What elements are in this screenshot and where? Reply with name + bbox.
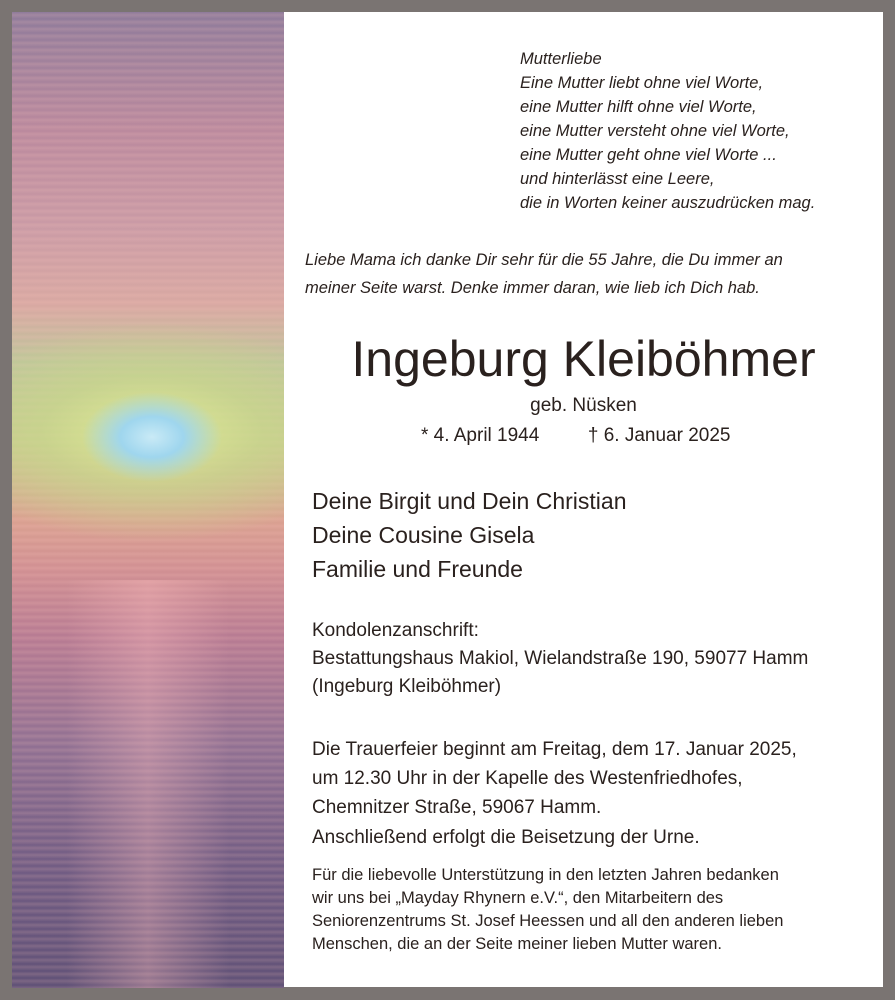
poem-line: Eine Mutter liebt ohne viel Worte, <box>520 74 764 92</box>
poem-line: eine Mutter geht ohne viel Worte ... <box>520 146 777 164</box>
condolence-address <box>312 617 808 701</box>
mourners <box>312 484 627 586</box>
funeral-line: Chemnitzer Straße, 59067 Hamm. <box>312 797 602 818</box>
mourner: Deine Birgit und Dein Christian <box>312 488 627 514</box>
thanks-text <box>312 864 783 956</box>
poem-line: eine Mutter hilft ohne viel Worte, <box>520 98 757 116</box>
poem-title: Mutterliebe <box>520 50 602 68</box>
poem-line: eine Mutter versteht ohne viel Worte, <box>520 122 790 140</box>
thanks-line: wir uns bei „Mayday Rhynern e.V.“, den Mitarbeitern des <box>312 889 724 907</box>
dedication-line: meiner Seite warst. Denke immer daran, wie lieb ich Dich hab. <box>305 279 760 297</box>
dedication-line: Liebe Mama ich danke Dir sehr für die 55 Jahre, die Du immer an <box>305 251 783 269</box>
condolence-label: Kondolenzanschrift: <box>312 620 479 641</box>
deceased-name: Ingeburg Kleiböhmer <box>351 331 816 387</box>
funeral-info <box>312 735 797 822</box>
condolence-line: (Ingeburg Kleiböhmer) <box>312 676 502 697</box>
mourner: Deine Cousine Gisela <box>312 522 535 548</box>
poem-line: und hinterlässt eine Leere, <box>520 170 715 188</box>
death-date: † 6. Januar 2025 <box>587 425 731 446</box>
sea-reflection <box>12 580 284 988</box>
birth-date: * 4. April 1944 <box>421 425 540 446</box>
thanks-line: Menschen, die an der Seite meiner lieben Mutter waren. <box>312 935 722 953</box>
maiden-name: geb. Nüsken <box>530 395 637 416</box>
life-dates <box>421 425 731 447</box>
poem <box>520 47 815 215</box>
funeral-line: um 12.30 Uhr in der Kapelle des Westenfriedhofes, <box>312 768 743 789</box>
condolence-line: Bestattungshaus Makiol, Wielandstraße 190, 59077 Hamm <box>312 648 809 669</box>
poem-line: die in Worten keiner auszudrücken mag. <box>520 194 816 212</box>
funeral-line: Die Trauerfeier beginnt am Freitag, dem 17. Januar 2025, <box>312 739 797 760</box>
thanks-line: Seniorenzentrums St. Josef Heessen und all den anderen lieben <box>312 912 784 930</box>
burial-info: Anschließend erfolgt die Beisetzung der Urne. <box>312 827 700 848</box>
thanks-line: Für die liebevolle Unterstützung in den letzten Jahren bedanken <box>312 866 779 884</box>
dedication <box>305 246 783 302</box>
mourner: Familie und Freunde <box>312 556 523 582</box>
